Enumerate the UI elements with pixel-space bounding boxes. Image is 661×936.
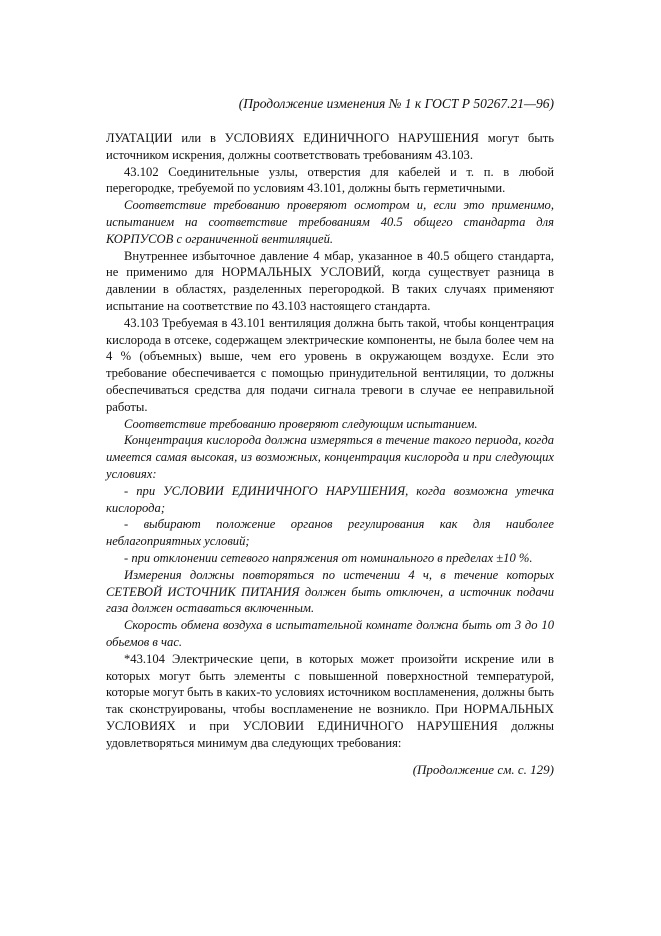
clause-43-104: *43.104 Электрические цепи, в которых может произойти искрение или в которых могут быть элементы с повышенной поверхностной температурой, которые могут быть в каких-то условиях источником воспламенения, должны быть так сконструированы, чтобы воспламенение не возникло. При НОРМАЛЬНЫХ УСЛОВИЯХ и при УСЛОВИИ ЕДИНИЧНОГО НАРУШЕНИЯ должны удовлетворяться минимум два следующих требования: <box>106 651 554 750</box>
compliance-check-43-103: Соответствие требованию проверяют следующим испытанием. <box>124 416 478 431</box>
pressure-note: Внутреннее избыточное давление 4 мбар, указанное в 40.5 общего стандарта, не применимо для НОРМАЛЬНЫХ УСЛОВИЙ, когда существует разница в давлении в областях, разделенных перегородкой. В таких случаях применяют испытание на соответствие по 43.103 настоящего стандарта. <box>106 248 554 313</box>
page-footer: (Продолжение см. с. 129) <box>412 762 554 777</box>
page-header: (Продолжение изменения № 1 к ГОСТ Р 50267.21—96) <box>238 96 554 111</box>
clause-43-102: 43.102 Соединительные узлы, отверстия для кабелей и т. п. в любой перегородке, требуемой по условиям 43.101, должны быть герметичными. <box>106 164 554 196</box>
condition-item-3: - при отклонении сетевого напряжения от номинального в пределах ±10 %. <box>124 550 533 565</box>
compliance-check-43-102: Соответствие требованию проверяют осмотром и, если это применимо, испытанием на соответствие требованиям 40.5 общего стандарта для КОРПУСОВ с ограниченной вентиляцией. <box>106 198 554 246</box>
document-body <box>106 130 554 751</box>
repeat-measurement-text: Измерения должны повторяться по истечении 4 ч, в течение которых СЕТЕВОЙ ИСТОЧНИК ПИТАНИЯ должен быть отключен, а источник подачи газа должен оставаться включенным. <box>106 567 554 616</box>
condition-item-1: - при УСЛОВИИ ЕДИНИЧНОГО НАРУШЕНИЯ, когда возможна утечка кислорода; <box>106 483 554 515</box>
air-exchange-text: Скорость обмена воздуха в испытательной комнате должна быть от 3 до 10 обьемов в час. <box>106 618 554 649</box>
clause-43-103: 43.103 Требуемая в 43.101 вентиляция должна быть такой, чтобы концентрация кислорода в отсеке, содержащем электрические компоненты, не была более чем на 4 % (объемных) выше, чем его уровень в окружающем воздухе. Если это требование обеспечивается с помощью принудительной вентиляции, то должны обеспечиваться средства для подачи сигнала тревоги в случае ее неправильной работы. <box>106 315 554 414</box>
oxygen-measurement-text: Концентрация кислорода должна измеряться в течение такого периода, когда имеется самая высокая, из возможных, концентрация кислорода и при следующих условиях: <box>106 433 554 481</box>
paragraph-continuation: ЛУАТАЦИИ или в УСЛОВИЯХ ЕДИНИЧНОГО НАРУШЕНИЯ могут быть источником искрения, должны соответствовать требованиям 43.103. <box>106 131 554 162</box>
condition-item-2: - выбирают положение органов регулирования как для наиболее неблагоприятных условий; <box>106 517 554 549</box>
